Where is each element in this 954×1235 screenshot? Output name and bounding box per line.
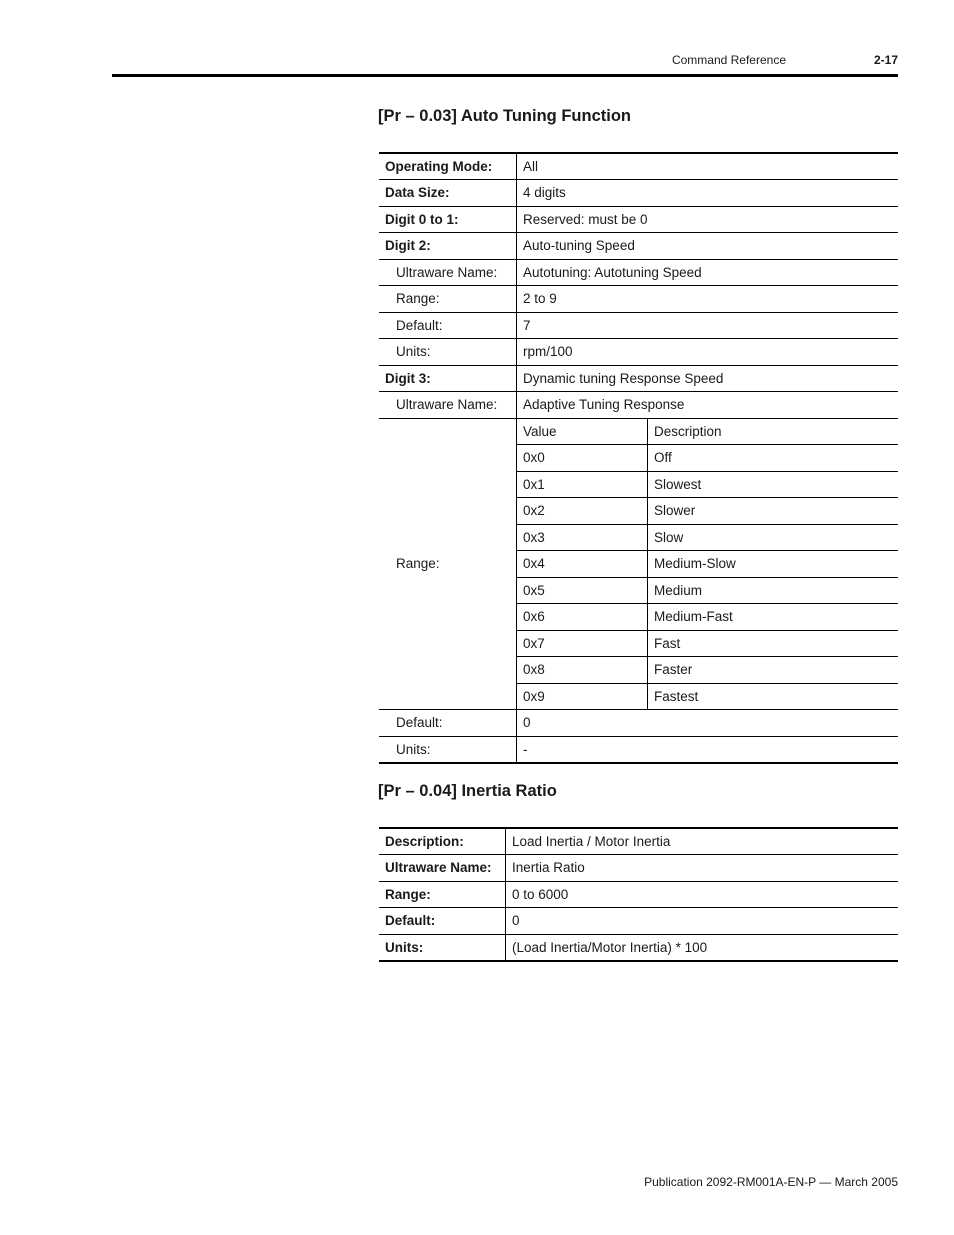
table-row (379, 312, 898, 339)
range-value: 0x9 (517, 683, 648, 710)
row-label: Operating Mode: (379, 153, 517, 180)
row-label: Units: (379, 339, 517, 366)
range-header-value: Value (517, 418, 648, 445)
row-value: 0 (506, 908, 899, 935)
row-label: Ultraware Name: (379, 855, 506, 882)
range-value: 0x8 (517, 657, 648, 684)
row-label: Default: (379, 908, 506, 935)
row-label: Range: (379, 418, 517, 710)
table-row (379, 710, 898, 737)
table-row (379, 736, 898, 763)
row-value: Load Inertia / Motor Inertia (506, 828, 899, 855)
row-value: 2 to 9 (517, 286, 899, 313)
table-row (379, 392, 898, 419)
table-row (379, 881, 898, 908)
auto-tuning-table (379, 152, 898, 764)
row-label: Digit 2: (379, 233, 517, 260)
range-value: 0x7 (517, 630, 648, 657)
table-row (379, 908, 898, 935)
row-value: 0 (517, 710, 899, 737)
table-row (379, 828, 898, 855)
range-description: Slowest (648, 471, 899, 498)
section-title-auto-tuning: [Pr – 0.03] Auto Tuning Function (378, 107, 631, 125)
range-value: 0x6 (517, 604, 648, 631)
row-value: All (517, 153, 899, 180)
range-description: Slower (648, 498, 899, 525)
row-label: Units: (379, 736, 517, 763)
range-value: 0x1 (517, 471, 648, 498)
table-row (379, 934, 898, 961)
row-value: Auto-tuning Speed (517, 233, 899, 260)
row-value: Autotuning: Autotuning Speed (517, 259, 899, 286)
table-row (379, 206, 898, 233)
table-row (379, 339, 898, 366)
range-value: 0x4 (517, 551, 648, 578)
table-row (379, 855, 898, 882)
row-value: 4 digits (517, 180, 899, 207)
row-label: Data Size: (379, 180, 517, 207)
header-rule (112, 74, 898, 77)
range-value: 0x0 (517, 445, 648, 472)
page-number: 2-17 (873, 53, 898, 67)
row-label: Digit 3: (379, 365, 517, 392)
row-value: rpm/100 (517, 339, 899, 366)
row-value: (Load Inertia/Motor Inertia) * 100 (506, 934, 899, 961)
range-description: Medium-Fast (648, 604, 899, 631)
table-row (379, 286, 898, 313)
range-value: 0x3 (517, 524, 648, 551)
range-header-description: Description (648, 418, 899, 445)
row-value: 7 (517, 312, 899, 339)
row-label: Default: (379, 312, 517, 339)
table-row (379, 233, 898, 260)
range-description: Off (648, 445, 899, 472)
range-value: 0x5 (517, 577, 648, 604)
row-label: Description: (379, 828, 506, 855)
row-value: 0 to 6000 (506, 881, 899, 908)
row-label: Range: (379, 286, 517, 313)
row-label: Default: (379, 710, 517, 737)
row-label: Units: (379, 934, 506, 961)
row-label: Digit 0 to 1: (379, 206, 517, 233)
range-description: Medium (648, 577, 899, 604)
row-label: Ultraware Name: (379, 259, 517, 286)
row-value: Dynamic tuning Response Speed (517, 365, 899, 392)
publication-footer: Publication 2092-RM001A-EN-P — March 2005 (644, 1175, 898, 1189)
section-title-inertia-ratio: [Pr – 0.04] Inertia Ratio (378, 782, 557, 800)
inertia-ratio-table (379, 827, 898, 962)
range-description: Fast (648, 630, 899, 657)
running-header-section: Command Reference (671, 53, 786, 67)
range-description: Medium-Slow (648, 551, 899, 578)
range-description: Fastest (648, 683, 899, 710)
row-value: - (517, 736, 899, 763)
row-value: Reserved: must be 0 (517, 206, 899, 233)
range-value: 0x2 (517, 498, 648, 525)
table-row (379, 153, 898, 180)
range-description: Faster (648, 657, 899, 684)
row-value: Inertia Ratio (506, 855, 899, 882)
table-row (379, 180, 898, 207)
table-row (379, 365, 898, 392)
range-description: Slow (648, 524, 899, 551)
row-label: Ultraware Name: (379, 392, 517, 419)
table-row (379, 259, 898, 286)
table-row (379, 418, 898, 445)
row-value: Adaptive Tuning Response (517, 392, 899, 419)
row-label: Range: (379, 881, 506, 908)
